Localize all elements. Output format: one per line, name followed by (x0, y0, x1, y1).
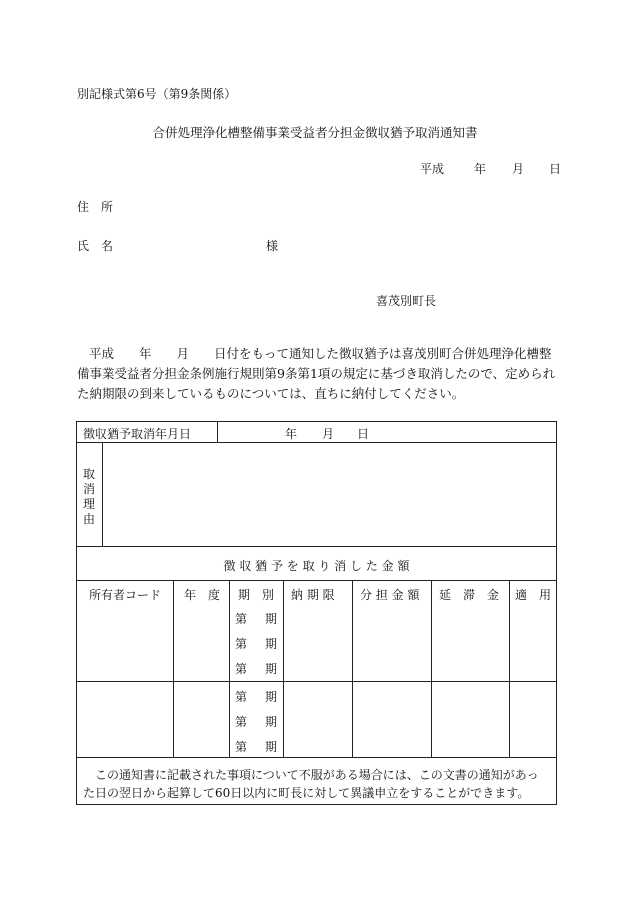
reason-field[interactable] (103, 443, 556, 546)
cancel-date-day: 日 (357, 427, 370, 441)
col-period: 期 別 (238, 588, 275, 602)
period-suffix: 期 (265, 740, 278, 754)
cancellation-table (76, 421, 557, 805)
period-prefix: 第 (235, 690, 248, 704)
period-prefix: 第 (235, 612, 248, 626)
period-suffix: 期 (265, 662, 278, 676)
notice-body: 平成 年 月 日付をもって通知した徴収猶予は喜茂別町合併処理浄化槽整備事業受益者分担金条例施行規則第9条第1項の規定に基づき取消したので、定められた納期限の到来しているものについては、直ちに納付してください。 (77, 346, 556, 401)
issue-date (420, 160, 561, 177)
col-remarks: 適 用 (515, 588, 552, 602)
period-prefix: 第 (235, 715, 248, 729)
form-reference: 別記様式第6号（第9条関係） (77, 87, 237, 101)
document-title: 合併処理浄化槽整備事業受益者分担金徴収猶予取消通知書 (152, 125, 478, 140)
date-month: 月 (512, 162, 525, 176)
col-owner-code: 所有者コード (89, 588, 162, 602)
name-label: 氏 名 (77, 239, 114, 253)
date-era: 平成 (420, 162, 445, 176)
sender-name: 喜茂別町長 (376, 294, 437, 308)
period-suffix: 期 (265, 690, 278, 704)
objection-note-row (77, 758, 556, 804)
reason-label: 取 消 理 由 (82, 467, 95, 526)
period-prefix: 第 (235, 740, 248, 754)
date-day: 日 (549, 162, 562, 176)
period-prefix: 第 (235, 637, 248, 651)
period-suffix: 期 (265, 612, 278, 626)
cancel-date-year: 年 (285, 427, 298, 441)
amount-section-label: 徴 収 猶 予 を 取 り 消 し た 金 額 (223, 559, 410, 573)
honorific: 様 (266, 239, 279, 253)
period-suffix: 期 (265, 715, 278, 729)
col-fiscal-year: 年 度 (184, 588, 221, 602)
col-share-amount: 分 担 金 額 (360, 588, 420, 602)
amount-grid (77, 581, 556, 758)
date-year: 年 (474, 162, 487, 176)
amount-section-row (77, 547, 556, 581)
cancel-date-row (77, 422, 556, 443)
col-late-fee: 延 滞 金 (439, 588, 500, 602)
address-label: 住 所 (77, 200, 114, 214)
cancel-date-month: 月 (322, 427, 335, 441)
cancel-date-label: 徴収猶予取消年月日 (83, 427, 192, 441)
col-due-date: 納 期 限 (291, 588, 335, 602)
objection-note: この通知書に記載された事項について不服がある場合には、この文書の通知があった日の翌日から起算して60日以内に町長に対して異議申立をすることができます。 (83, 768, 539, 800)
period-prefix: 第 (235, 662, 248, 676)
reason-row (77, 443, 556, 547)
period-suffix: 期 (265, 637, 278, 651)
